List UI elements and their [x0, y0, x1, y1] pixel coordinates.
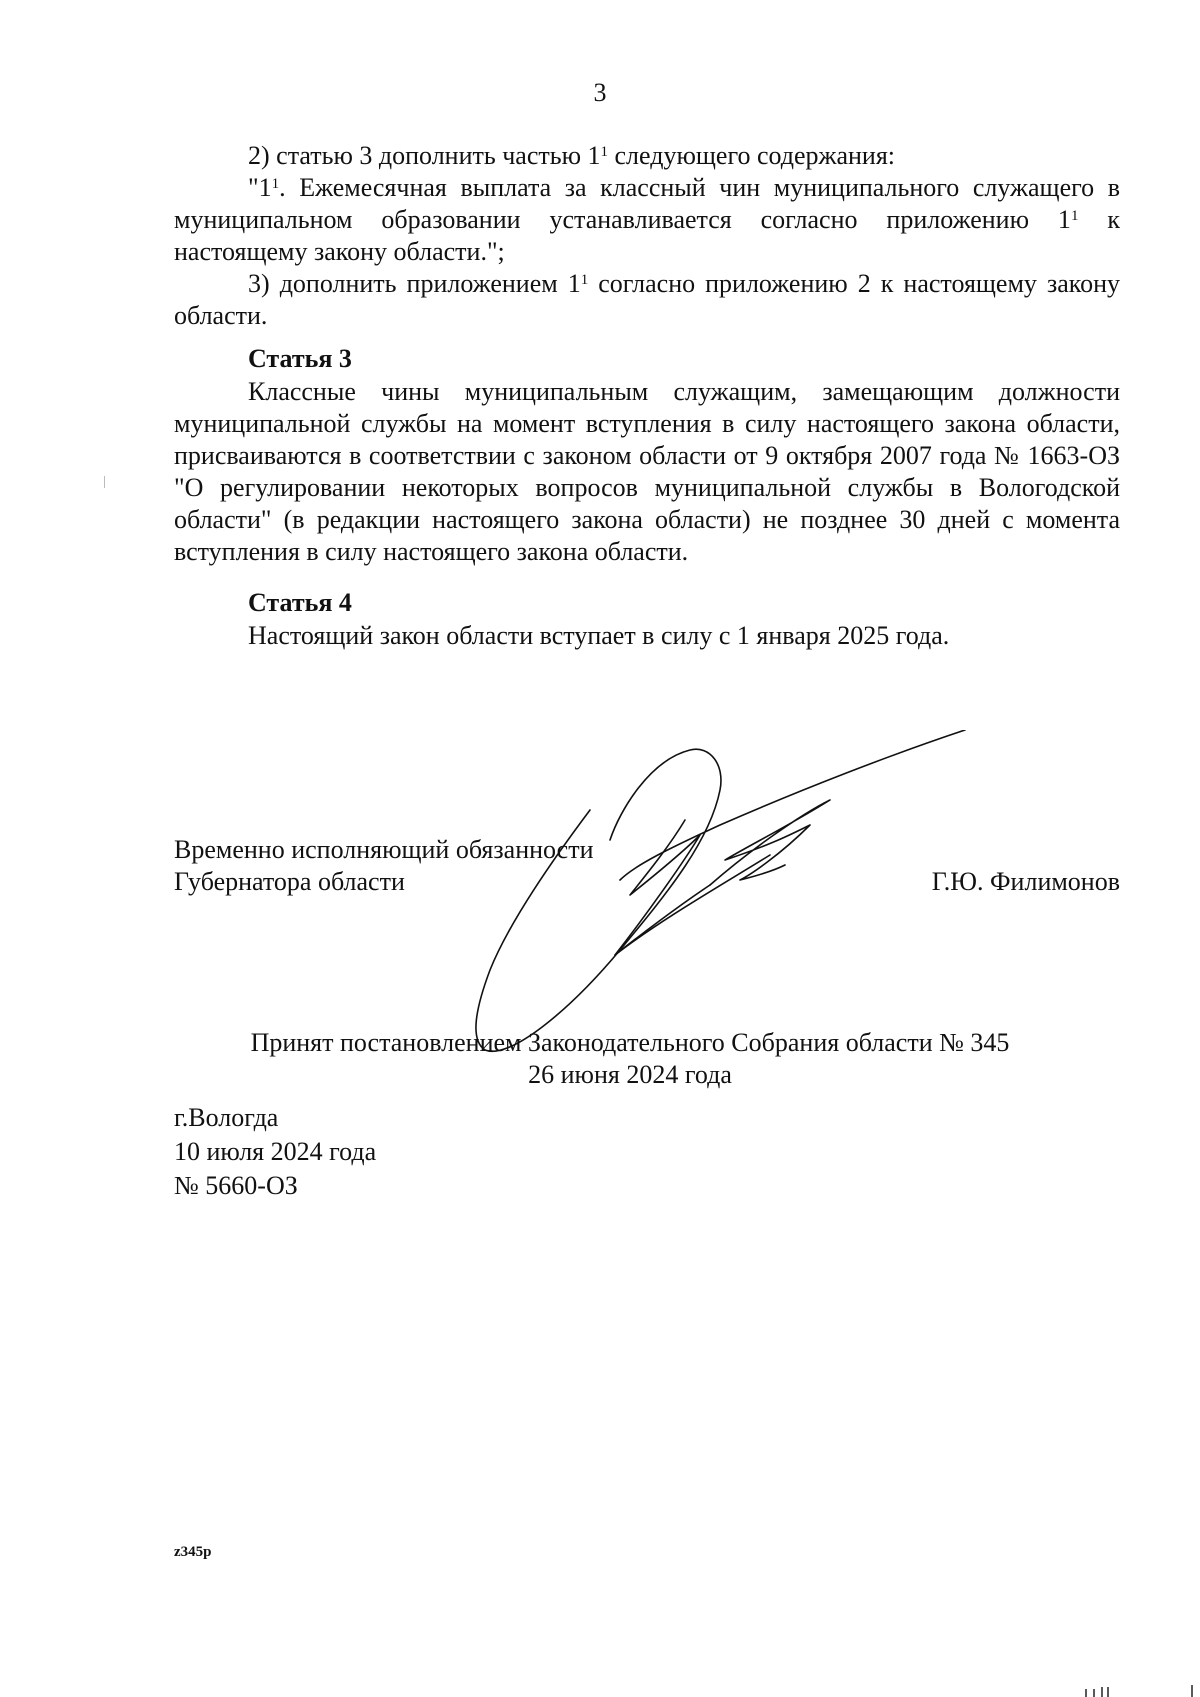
article-3-heading: Статья 3 — [248, 344, 352, 373]
signatory-title-line-2: Губернатора области — [174, 867, 405, 896]
adoption-line-1: Принят постановлением Законодательного Собрания области № 345 — [250, 1028, 1010, 1057]
law-number: № 5660-ОЗ — [174, 1171, 298, 1200]
superscript: 1 — [271, 176, 280, 192]
article-3-text — [174, 376, 1120, 568]
superscript: 1 — [600, 144, 609, 160]
place-date-block — [174, 1101, 376, 1203]
signatory-name: Г.Ю. Филимонов — [931, 867, 1120, 896]
item-3-tail: согласно приложению 2 к настоящему закону области. — [174, 269, 1120, 330]
amendment-item-2 — [174, 140, 1120, 332]
city: г.Вологда — [174, 1103, 279, 1132]
signing-date: 10 июля 2024 года — [174, 1137, 377, 1166]
handwritten-signature — [470, 730, 1070, 1060]
adoption-note — [0, 1027, 1160, 1091]
superscript: 1 — [580, 272, 589, 288]
article-4-heading: Статья 4 — [248, 588, 352, 617]
item-2-intro — [174, 140, 1120, 172]
item-2-intro-tail: следующего содержания: — [608, 141, 896, 170]
article-3-paragraph: Классные чины муниципальным служащим, замещающим должности муниципальной службы на момент вступления в силу настоящего закона области, присваиваются в соответствии с законом области от 9 октября 2007 года № 1663-ОЗ "О регулировании некоторых вопросов муниципальной службы в Вологодской области" (в редакции настоящего закона области) не позднее 30 дней с момента вступления в силу настоящего закона области. — [174, 377, 1120, 566]
adoption-date: 26 июня 2024 года — [528, 1060, 732, 1089]
item-2-intro-text: 2) статью 3 дополнить частью 1 — [248, 141, 601, 170]
part-body: . Ежемесячная выплата за классный чин муниципального служащего в муниципальном образовании устанавливается согласно приложению 1 — [174, 173, 1120, 234]
article-4-text — [174, 620, 1120, 652]
superscript: 1 — [1070, 208, 1079, 224]
new-part-text — [174, 172, 1120, 268]
scan-edge-marks — [1080, 1683, 1200, 1697]
part-tail: к настоящему закону области."; — [174, 205, 1121, 266]
document-code: z345p — [174, 1544, 212, 1560]
page-number: 3 — [593, 78, 607, 107]
scan-mark — [104, 476, 105, 488]
part-number: "1 — [248, 173, 272, 202]
signatory-title-line-1: Временно исполняющий обязанности — [174, 835, 594, 864]
item-3-text: 3) дополнить приложением 1 — [248, 269, 581, 298]
amendment-item-3 — [174, 268, 1120, 332]
article-4-paragraph: Настоящий закон области вступает в силу с 1 января 2025 года. — [248, 621, 950, 650]
